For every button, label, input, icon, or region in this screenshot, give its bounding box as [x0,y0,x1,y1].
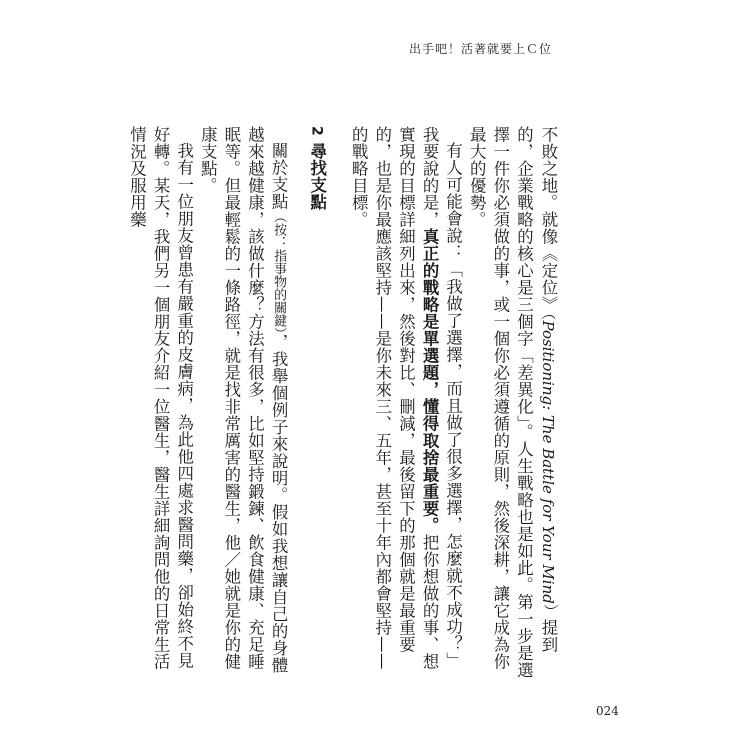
paragraph-2-part-a: 有人可能會說：「我做了選擇，而且做了很多選擇，怎麼就不成功？」我要說的是， [420,126,463,670]
paragraph-3 [196,126,290,686]
book-title-english: （Positioning: The Battle for Your Mind） [539,313,557,619]
paragraph-3-part-c: ，我舉個例子來說明。假如我想讓自己的身體越來越健康，該做什麼？方法有很多，比如堅持鍛鍊、飲食健康、充足睡眠等。但最輕鬆的一條路徑，就是找非常厲害的醫生，他／她就是你的健康支點。 [198,126,289,674]
paragraph-1-part-c: 提到的，企業戰略的核心是三個字「差異化」。人生戰略也是如此。第一步是選擇一件你必須做的事，或一個你必須遵循的原則，然後深耕，讓它成為你最大的優勢。 [467,126,558,679]
section-heading [304,126,329,686]
section-title: 尋找支點 [307,142,327,211]
emphasis-strategy: 真正的戰略是單選題，懂得取捨最重要。 [420,228,440,534]
paragraph-2-part-c: 把你想做的事、想實現的目標詳細列出來，然後對比、刪減，最後留下的那個就是最重要的，也是你最應該堅持——是你未來三、五年，甚至十年內都會堅持——的戰略目標。 [349,126,440,670]
vertical-body-text [127,126,560,686]
editor-note: （按：指事物的關鍵） [271,210,287,334]
paragraph-3-part-a: 關於支點 [269,142,289,211]
running-header: 出手吧！活著就要上Ｃ位 [408,42,552,56]
section-number: 2 [308,126,325,137]
paragraph-1-part-a: 不敗之地。就像《定位》 [539,126,558,313]
paragraph-4: 我有一位朋友曾患有嚴重的皮膚病，為此他四處求醫問藥，卻始終不見好轉。某天，我們另一個朋友介紹一位醫生，醫生詳細詢問他的日常生活情況及服用藥 [127,126,194,670]
paragraph-1 [465,126,560,686]
page-number: 024 [596,704,619,718]
paragraph-2 [347,126,465,686]
